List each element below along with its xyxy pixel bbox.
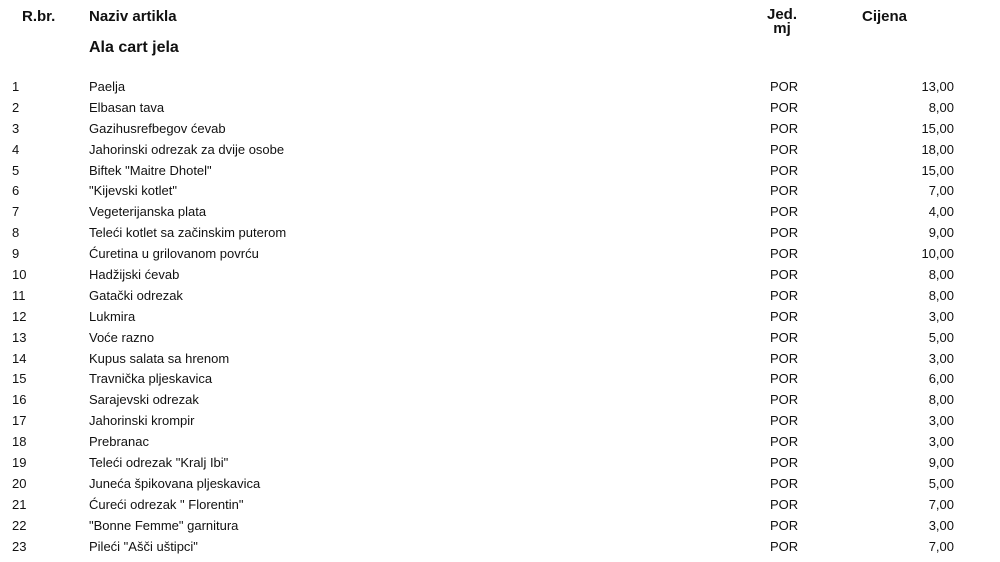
- item-name: Ćuretina u grilovanom povrću: [89, 246, 259, 262]
- item-unit: POR: [770, 350, 799, 366]
- item-unit: POR: [770, 267, 799, 283]
- item-name: Jahorinski odrezak za dvije osobe: [89, 141, 285, 157]
- row-number: 22: [12, 517, 27, 533]
- item-price: 4,00: [928, 204, 954, 220]
- row-number: 2: [12, 99, 20, 115]
- row-number: 20: [12, 475, 27, 491]
- item-unit: POR: [770, 308, 799, 324]
- item-price: 3,00: [928, 434, 954, 450]
- item-name: Lukmira: [89, 308, 136, 324]
- row-number: 3: [12, 120, 20, 136]
- item-unit: POR: [770, 475, 799, 491]
- item-unit: POR: [770, 538, 799, 554]
- row-number: 14: [12, 350, 27, 366]
- table-row: [0, 474, 1000, 495]
- table-row: [0, 328, 1000, 349]
- item-price: 8,00: [928, 392, 954, 408]
- table-row: [0, 119, 1000, 140]
- item-name: Teleći odrezak "Kralj Ibi": [89, 455, 229, 471]
- item-price: 7,00: [928, 183, 954, 199]
- table-row: [0, 369, 1000, 390]
- header-jed: Jed. mj: [766, 6, 797, 37]
- row-number: 21: [12, 496, 27, 512]
- table-row: [0, 390, 1000, 411]
- item-name: Teleći kotlet sa začinskim puterom: [89, 225, 287, 241]
- table-row: [0, 495, 1000, 516]
- item-price: 8,00: [928, 267, 954, 283]
- item-name: Prebranac: [89, 434, 149, 450]
- row-number: 15: [12, 371, 27, 387]
- item-unit: POR: [770, 162, 799, 178]
- header-rbr: R.br.: [22, 8, 56, 25]
- table-header: [0, 8, 1000, 38]
- table-row: [0, 453, 1000, 474]
- item-price: 15,00: [921, 120, 954, 136]
- item-name: "Bonne Femme" garnitura: [89, 517, 239, 533]
- table-row: [0, 77, 1000, 98]
- item-name: Travnička pljeskavica: [89, 371, 213, 387]
- item-price: 5,00: [928, 475, 954, 491]
- item-name: Pileći "Ašči uštipci": [89, 538, 198, 554]
- item-unit: POR: [770, 496, 799, 512]
- table-row: [0, 181, 1000, 202]
- item-name: Voće razno: [89, 329, 155, 345]
- item-price: 9,00: [928, 225, 954, 241]
- table-row: [0, 98, 1000, 119]
- item-unit: POR: [770, 329, 799, 345]
- row-number: 6: [12, 183, 20, 199]
- item-unit: POR: [770, 99, 799, 115]
- row-number: 10: [12, 267, 27, 283]
- table-row: [0, 286, 1000, 307]
- row-number: 12: [12, 308, 27, 324]
- row-number: 7: [12, 204, 20, 220]
- item-name: Gazihusrefbegov ćevab: [89, 120, 226, 136]
- header-cijena: Cijena: [862, 8, 908, 25]
- row-number: 13: [12, 329, 27, 345]
- row-number: 5: [12, 162, 20, 178]
- item-price: 7,00: [928, 496, 954, 512]
- item-unit: POR: [770, 455, 799, 471]
- row-number: 4: [12, 141, 20, 157]
- row-number: 18: [12, 434, 27, 450]
- item-price: 9,00: [928, 455, 954, 471]
- item-unit: POR: [770, 246, 799, 262]
- item-price: 6,00: [928, 371, 954, 387]
- item-price: 5,00: [928, 329, 954, 345]
- item-price: 8,00: [928, 287, 954, 303]
- item-name: Vegeterijanska plata: [89, 204, 207, 220]
- item-name: Juneća špikovana pljeskavica: [89, 475, 261, 491]
- item-unit: POR: [770, 371, 799, 387]
- row-number: 9: [12, 246, 20, 262]
- row-number: 8: [12, 225, 20, 241]
- table-row: [0, 432, 1000, 453]
- item-price: 3,00: [928, 308, 954, 324]
- item-unit: POR: [770, 79, 799, 94]
- table-row: [0, 411, 1000, 432]
- item-name: Biftek "Maitre Dhotel": [89, 162, 212, 178]
- table-row: [0, 537, 1000, 558]
- item-unit: POR: [770, 204, 799, 220]
- table-row: [0, 202, 1000, 223]
- item-price: 3,00: [928, 413, 954, 429]
- row-number: 11: [12, 287, 26, 303]
- item-unit: POR: [770, 392, 799, 408]
- table-row: [0, 349, 1000, 370]
- item-price: 8,00: [928, 99, 954, 115]
- item-name: Sarajevski odrezak: [89, 392, 199, 408]
- header-naziv: Naziv artikla: [89, 8, 177, 25]
- item-price: 13,00: [921, 79, 954, 94]
- row-number: 19: [12, 455, 27, 471]
- item-price: 10,00: [921, 246, 954, 262]
- item-unit: POR: [770, 287, 799, 303]
- table-row: [0, 516, 1000, 537]
- item-name: Hadžijski ćevab: [89, 267, 180, 283]
- table-row: [0, 265, 1000, 286]
- row-number: 23: [12, 538, 27, 554]
- item-name: Elbasan tava: [89, 99, 165, 115]
- item-name: Gatački odrezak: [89, 287, 183, 303]
- item-price: 3,00: [928, 350, 954, 366]
- table-row: [0, 140, 1000, 161]
- item-unit: POR: [770, 434, 799, 450]
- item-unit: POR: [770, 120, 799, 136]
- item-unit: POR: [770, 413, 799, 429]
- row-number: 1: [12, 79, 20, 94]
- item-name: Ćureći odrezak " Florentin": [89, 496, 244, 512]
- item-name: "Kijevski kotlet": [89, 183, 177, 199]
- item-price: 7,00: [928, 538, 954, 554]
- table-row: [0, 223, 1000, 244]
- item-name: Paelja: [89, 79, 126, 94]
- item-unit: POR: [770, 141, 799, 157]
- row-number: 17: [12, 413, 27, 429]
- table-row: [0, 307, 1000, 328]
- menu-item-list: [0, 77, 1000, 557]
- item-price: 3,00: [928, 517, 954, 533]
- item-price: 15,00: [921, 162, 954, 178]
- table-row: [0, 244, 1000, 265]
- item-name: Kupus salata sa hrenom: [89, 350, 230, 366]
- item-unit: POR: [770, 225, 799, 241]
- row-number: 16: [12, 392, 27, 408]
- item-unit: POR: [770, 517, 799, 533]
- item-name: Jahorinski krompir: [89, 413, 195, 429]
- item-price: 18,00: [921, 141, 954, 157]
- table-row: [0, 161, 1000, 182]
- item-unit: POR: [770, 183, 799, 199]
- section-title: Ala cart jela: [89, 39, 179, 56]
